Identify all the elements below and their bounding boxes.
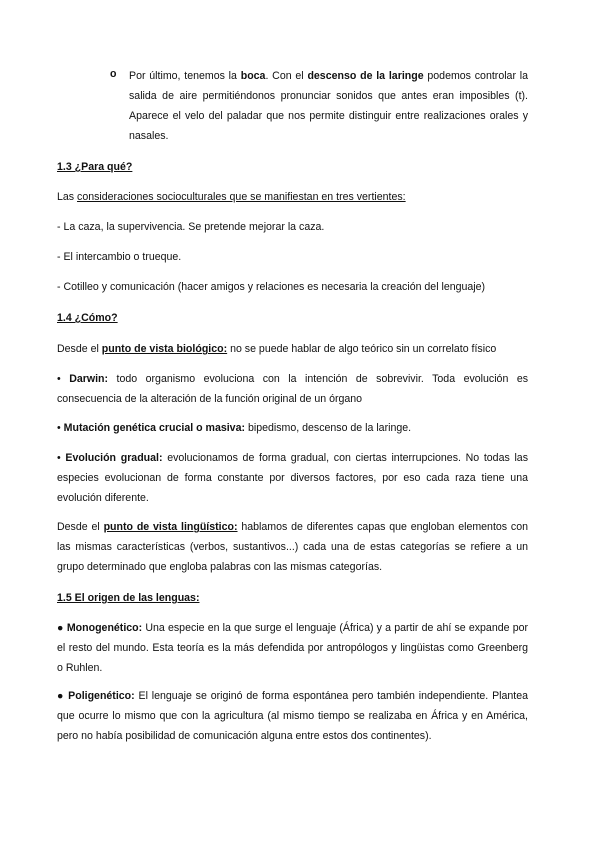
text: no se puede hablar de algo teórico sin un correlato físico (227, 343, 497, 355)
list-item-intercambio: - El intercambio o trueque. (57, 251, 182, 263)
bold-underlined-term: punto de vista lingüístico: (103, 521, 238, 533)
text: podemos controlar la salida de aire permitiéndonos pronunciar sonidos que antes eran imposibles (t). Aparece el velo del paladar que nos permite distinguir entre realizaciones orales y nasales. (129, 70, 529, 142)
bold-term: descenso de la laringe (307, 70, 424, 82)
paragraph-boca (129, 66, 528, 146)
bold-term: Darwin: (69, 373, 109, 385)
heading-1-3: 1.3 ¿Para qué? (57, 161, 133, 173)
text: hablamos de diferentes capas que engloban elementos con las mismas características (verbos, sustantivos...) cada una de estas categorías se refiere a un grupo determinado que engloba palabras con las mismas categorías. (57, 521, 528, 573)
text: Desde el (57, 343, 102, 355)
bold-term: boca (240, 70, 266, 82)
paragraph-poligenetico (57, 686, 528, 746)
text: Una especie en la que surge el lenguaje (África) y a partir de ahí se expande por el resto del mundo. Esta teoría es la más defendida por antropólogos y lingüistas como Greenberg o Ruhlen. (57, 622, 529, 674)
bullet: ● (57, 622, 67, 634)
paragraph-mutacion (57, 418, 528, 438)
paragraph-darwin (57, 369, 528, 409)
bullet: ● (57, 690, 69, 702)
paragraph-considerations (57, 187, 528, 207)
bold-term: Mutación genética crucial o masiva: (63, 422, 245, 434)
bold-term: Monogenético: (66, 622, 143, 634)
heading-1-4: 1.4 ¿Cómo? (57, 312, 118, 324)
text: todo organismo evoluciona con la intención de sobrevivir. Toda evolución es consecuencia de la alteración de la función original de un órgano (57, 373, 529, 405)
bullet: • (57, 422, 64, 434)
list-bullet: o (110, 68, 117, 80)
paragraph-linguistico (57, 517, 528, 577)
bullet: • (57, 452, 66, 464)
list-item-cotilleo: - Cotilleo y comunicación (hacer amigos y relaciones es necesaria la creación del lenguaje) (57, 281, 486, 293)
underlined-text: consideraciones socioculturales que se manifiestan en tres vertientes: (77, 191, 406, 203)
bold-underlined-term: punto de vista biológico: (101, 343, 228, 355)
list-item-caza: - La caza, la supervivencia. Se pretende mejorar la caza. (57, 221, 325, 233)
text: . Con el (265, 70, 308, 82)
text: Las (57, 191, 78, 203)
text: Desde el (57, 521, 104, 533)
bullet: • (57, 373, 70, 385)
text: El lenguaje se originó de forma espontánea pero también independiente. Plantea que ocurre lo mismo que con la agricultura (al mismo tiempo se realizaba en África y en América, pero no había posibilidad de comunicación alguna entre estos dos continentes). (57, 690, 529, 742)
text: bipedismo, descenso de la laringe. (245, 422, 412, 434)
heading-1-5: 1.5 El origen de las lenguas: (57, 592, 200, 604)
bold-term: Evolución gradual: (65, 452, 163, 464)
paragraph-evolucion-gradual (57, 448, 528, 508)
paragraph-monogenetico (57, 618, 528, 678)
paragraph-biologico (57, 339, 528, 359)
text: Por último, tenemos la (129, 70, 241, 82)
text: evolucionamos de forma gradual, con ciertas interrupciones. No todas las especies evolucionan de forma constante por diversos factores, por eso cada raza tiene una evolución diferente. (57, 452, 529, 504)
bold-term: Poligenético: (68, 690, 135, 702)
